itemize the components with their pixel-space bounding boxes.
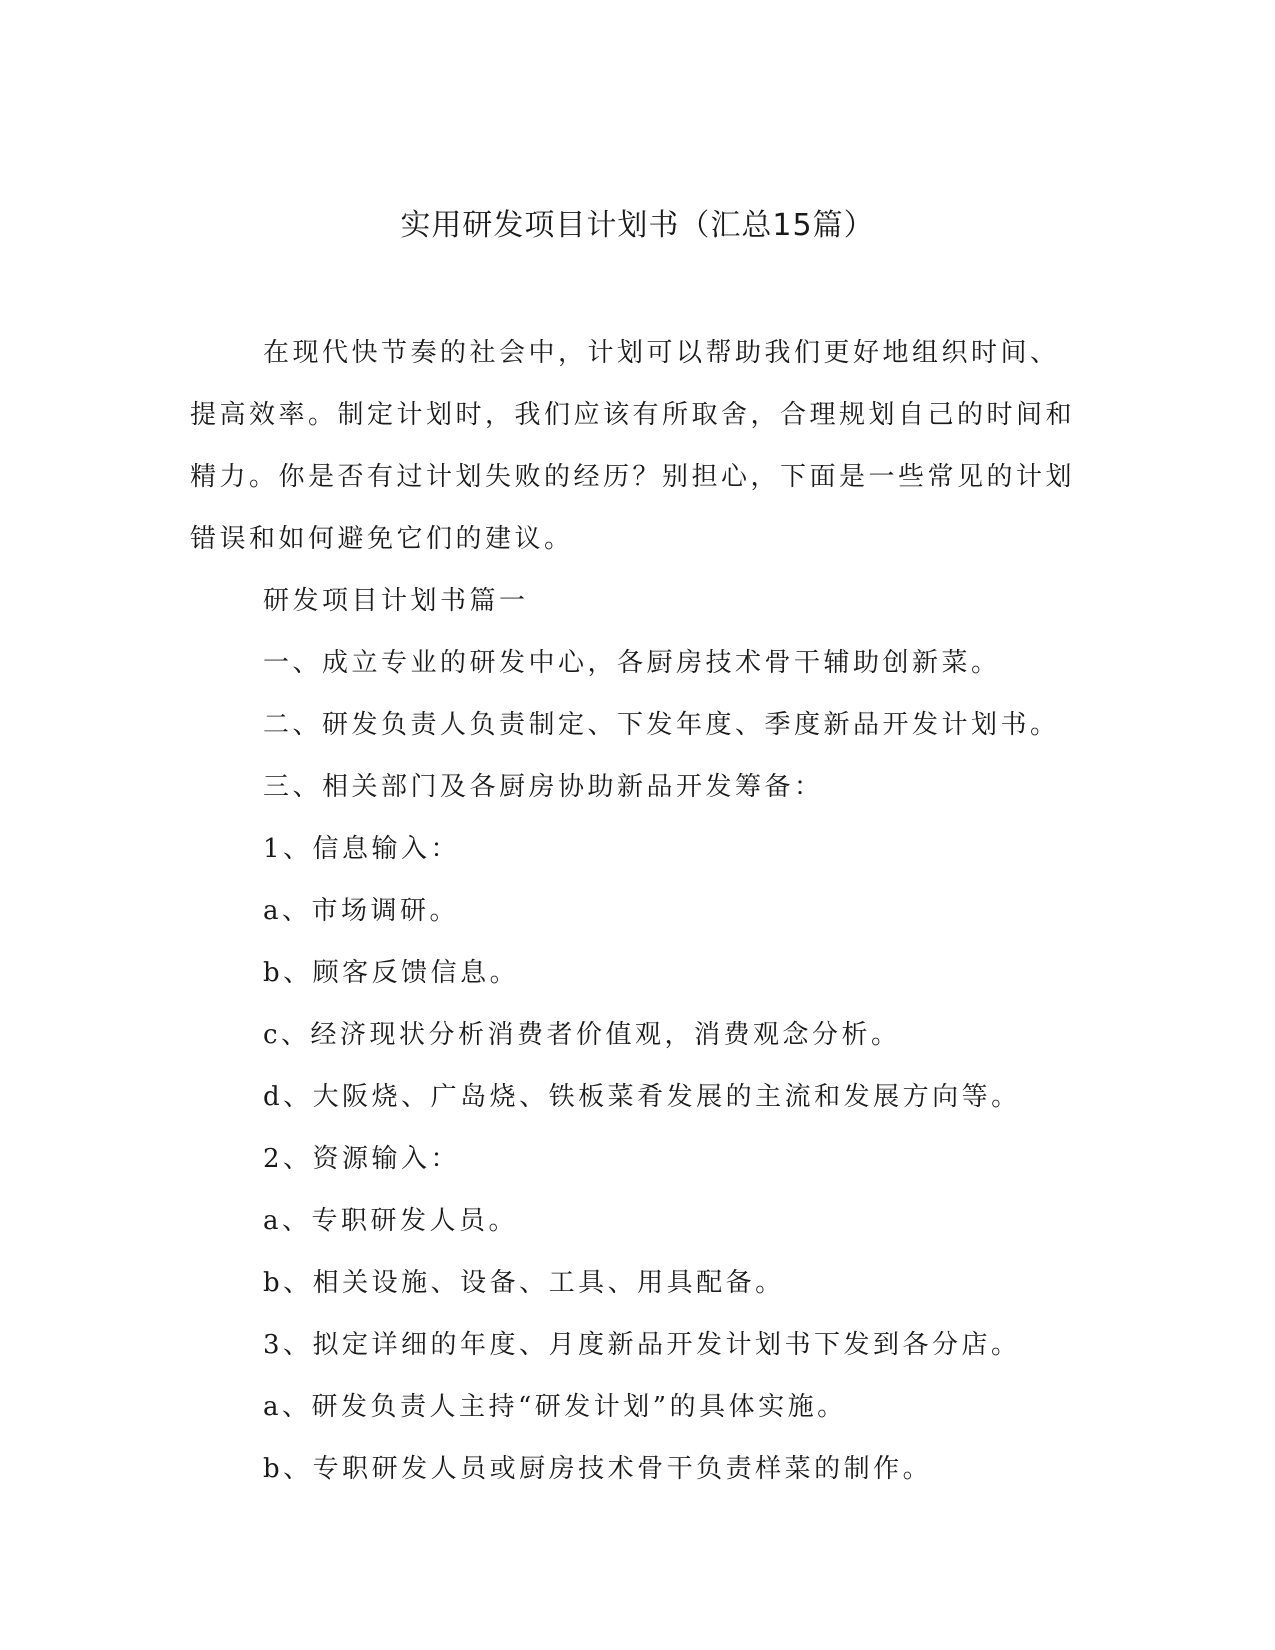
list-item: 1、信息输入：: [263, 834, 461, 864]
list-item: 三、相关部门及各厨房协助新品开发筹备：: [263, 772, 824, 802]
list-item: 2、资源输入：: [263, 1144, 461, 1174]
list-item: 二、研发负责人负责制定、下发年度、季度新品开发计划书。: [263, 710, 1060, 740]
list-item: a、市场调研。: [263, 896, 460, 926]
document-body: [190, 322, 1085, 1500]
list-item: b、专职研发人员或厨房技术骨干负责样菜的制作。: [263, 1454, 933, 1484]
list-item: 3、拟定详细的年度、月度新品开发计划书下发到各分店。: [263, 1330, 1021, 1360]
list-item: a、专职研发人员。: [263, 1206, 519, 1236]
list-item: b、顾客反馈信息。: [263, 958, 520, 988]
list-item: b、相关设施、设备、工具、用具配备。: [263, 1268, 785, 1298]
section-heading: 研发项目计划书篇一: [263, 586, 529, 616]
list-item: c、经济现状分析消费者价值观，消费观念分析。: [263, 1020, 901, 1050]
list-item: d、大阪烧、广岛烧、铁板菜肴发展的主流和发展方向等。: [263, 1082, 1021, 1112]
document-title: 实用研发项目计划书（汇总15篇）: [400, 208, 875, 243]
list-item: 一、成立专业的研发中心，各厨房技术骨干辅助创新菜。: [263, 648, 1001, 678]
intro-paragraph: 在现代快节奏的社会中，计划可以帮助我们更好地组织时间、提高效率。制定计划时，我们应该有所取舍，合理规划自己的时间和精力。你是否有过计划失败的经历？别担心，下面是一些常见的计划错误和如何避免它们的建议。: [190, 338, 1076, 554]
list-item: a、研发负责人主持“研发计划”的具体实施。: [263, 1392, 847, 1422]
